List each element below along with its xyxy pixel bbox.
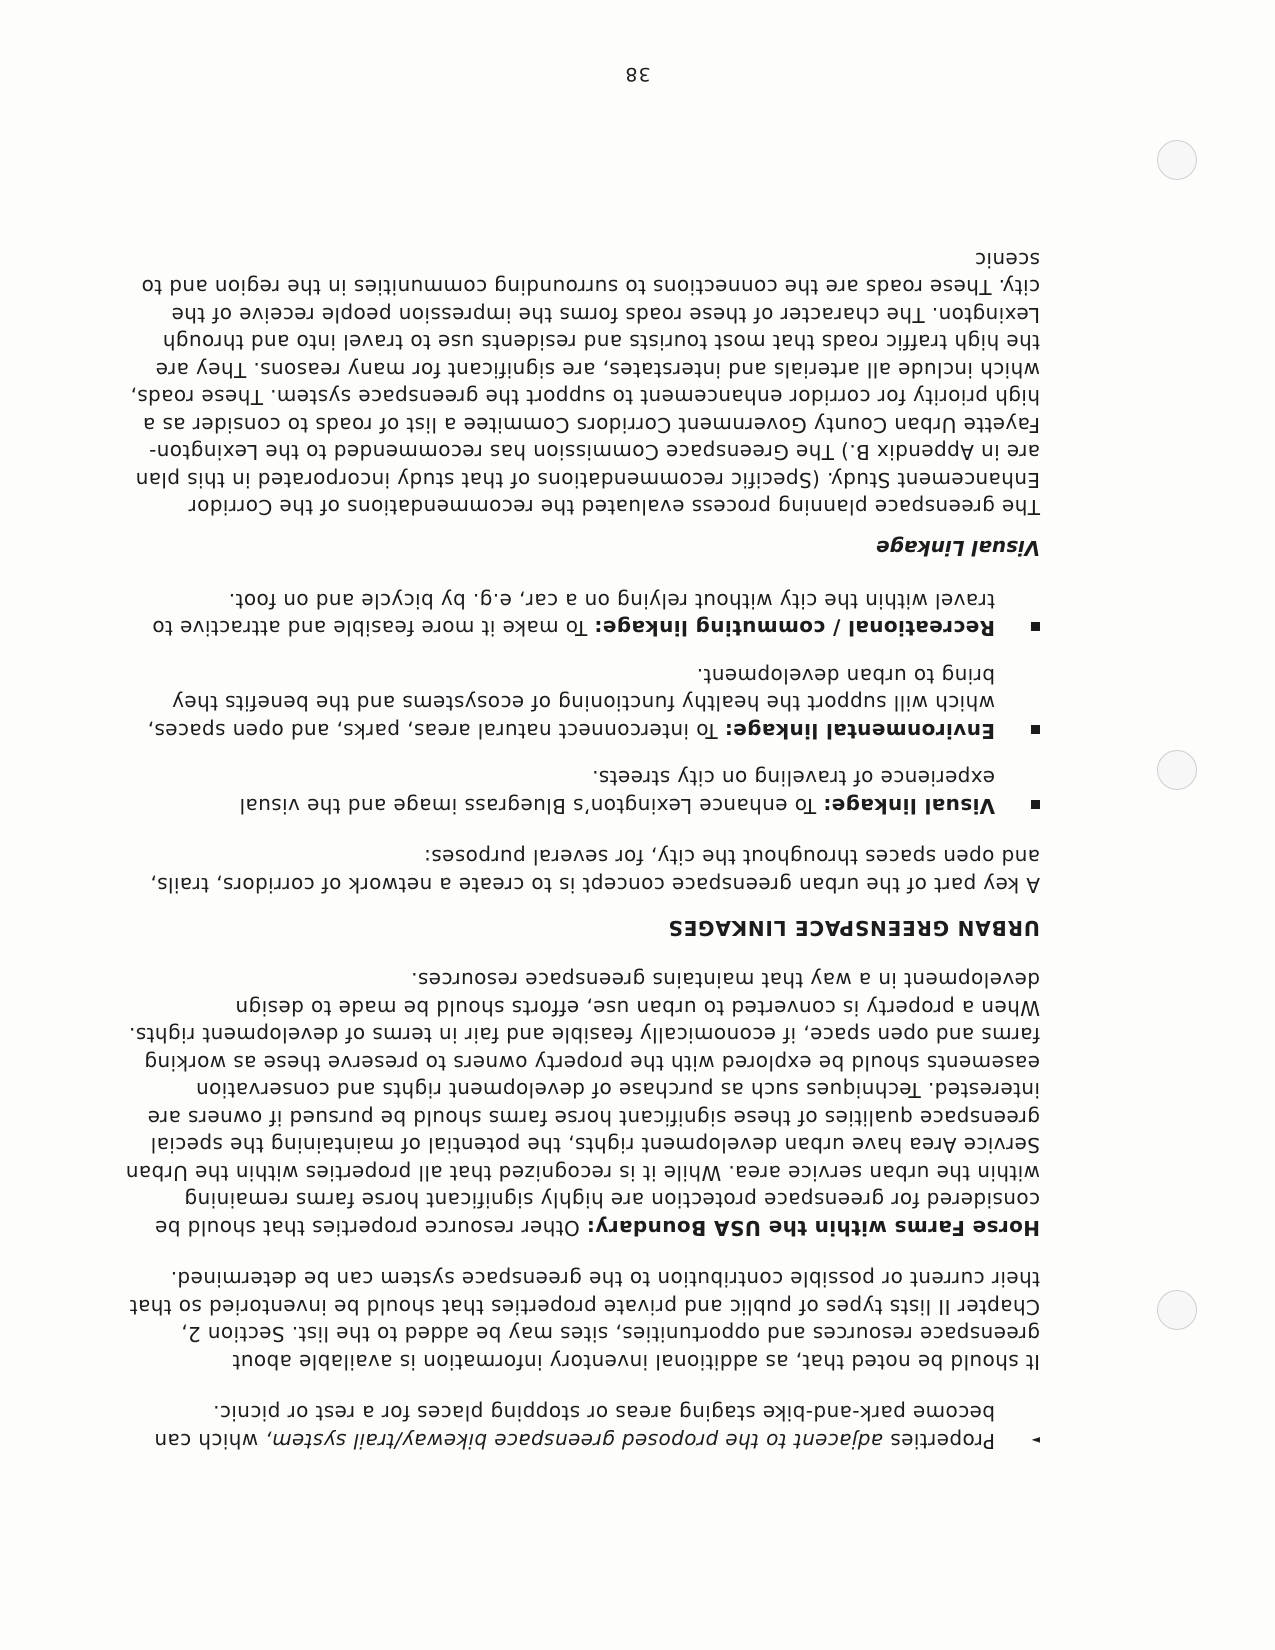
horse-farms-paragraph: Horse Farms within the USA Boundary: Other resource properties that should be considered for greenspace protection are highly significant horse farms remaining within the urban service area. While it is recognized that all properties within the Urban Service Area have urban development rights, the potential of maintaining the special greenspace qualities of these significant horse farms should be pursued if owners are interested. Techniques such as purchase of development rights and conservation easements should be explored with the property owners to preserve these as working farms and open space, if economically feasible and fair in terms of development rights. When a property is converted to urban use, efforts should be made to design development in a way that maintains greenspace resources. (125, 968, 1040, 1240)
punch-hole (1157, 750, 1197, 790)
punch-hole (1157, 1290, 1197, 1330)
bullet-item-adjacent-properties (125, 1399, 1040, 1454)
square-bullet-icon (1031, 725, 1040, 734)
linkage-text: Visual linkage: To enhance Lexington’s Bluegrass image and the visual experience of traveling on city streets. (239, 766, 995, 818)
section-heading: URBAN GREENSPACE LINKAGES (667, 916, 1040, 940)
linkage-text: Environmental linkage: To interconnect natural areas, parks, and open spaces, which will support the healthy functioning of ecosystems and the benefits they bring to urban development. (147, 664, 995, 743)
inventory-paragraph: It should be noted that, as additional inventory information is available about greenspace resources and opportunities, sites may be added to the list. Section 2, Chapter II lists types of public and private properties that should be inventoried so that their current or possible contribution to the greenspace system can be determined. (129, 1267, 1040, 1374)
linkage-text: Recreational / commuting linkage: To make it more feasible and attractive to travel within the city without relying on a car, e.g. by bicycle and on foot. (151, 589, 995, 641)
linkage-item-visual (125, 764, 1040, 819)
horse-farms-label: Horse Farms within the USA Boundary: (586, 1216, 1040, 1240)
linkage-item-recreational (125, 587, 1040, 642)
square-bullet-icon (1031, 623, 1040, 632)
page-number: 38 (624, 63, 651, 85)
linkage-item-environmental (125, 662, 1040, 745)
visual-linkage-paragraph: The greenspace planning process evaluated the recommendations of the Corridor Enhancement Study. (Specific recommendations of that study incorporated in this plan are in Appendix B.) The Greenspace Commission has recommended to the Lexington-Fayette Urban County Government Corridors Commitee a list of roads to consider as a high priority for corridor enhancement to support the greenspace system. These roads, which include all arterials and interstates, are significant for many reasons. They are the high traffic roads that most tourists and residents use to travel into and through Lexington. The character of these roads forms the impression people receive of the city. These roads are the connections to surrounding communities in the region and to scenic (130, 248, 1040, 520)
bullet-text: Properties adjacent to the proposed greenspace bikeway/trail system, which can become park-and-bike staging areas or stopping places for a rest or picnic. (154, 1401, 995, 1453)
square-bullet-icon (1031, 800, 1040, 809)
visual-linkage-heading: Visual Linkage (876, 536, 1040, 561)
intro-paragraph: A key part of the urban greenspace concept is to create a network of corridors, trails, and open spaces throughout the city, for several purposes: (150, 845, 1040, 897)
punch-hole (1157, 140, 1197, 180)
page-body (125, 246, 1040, 1455)
triangle-bullet-icon: ► (1031, 1434, 1040, 1447)
